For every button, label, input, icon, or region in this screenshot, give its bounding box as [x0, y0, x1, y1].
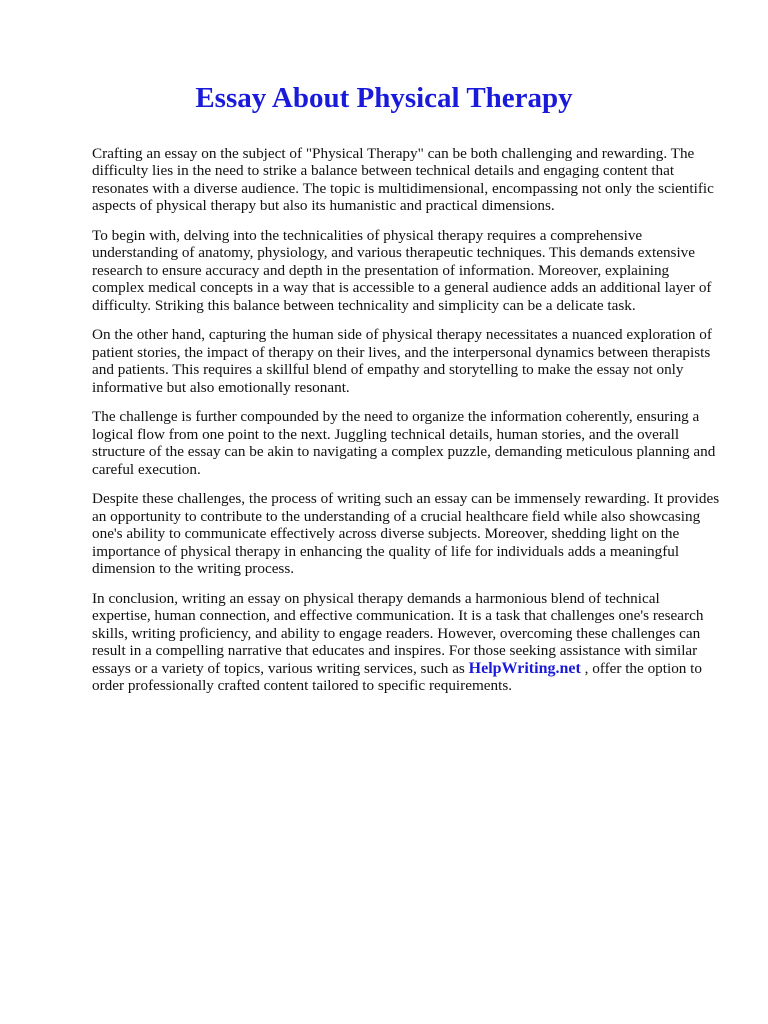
essay-body: [92, 145, 722, 707]
paragraph-rewards: Despite these challenges, the process of writing such an essay can be immensely rewarding. It provides an opportunity to contribute to the understanding of a crucial healthcare field while also showcasing one's ability to communicate effectively across diverse subjects. Moreover, shedding light on the importance of physical therapy in enhancing the quality of life for individuals adds a meaningful dimension to the writing process.: [92, 490, 720, 578]
paragraph-conclusion: [92, 590, 722, 694]
paragraph-human-side: On the other hand, capturing the human side of physical therapy necessitates a nuanced exploration of patient stories, the impact of therapy on their lives, and the interpersonal dynamics between therapists and patients. This requires a skillful blend of empathy and storytelling to make the essay not only informative but also emotionally resonant.: [92, 326, 712, 396]
paragraph-intro: Crafting an essay on the subject of "Physical Therapy" can be both challenging and rewarding. The difficulty lies in the need to strike a balance between technical details and engaging content that resonates with a diverse audience. The topic is multidimensional, encompassing not only the scientific aspects of physical therapy but also its humanistic and practical dimensions.: [92, 145, 714, 215]
paragraph-organization: The challenge is further compounded by the need to organize the information coherently, ensuring a logical flow from one point to the next. Juggling technical details, human stories, and the overall structure of the essay can be akin to navigating a complex puzzle, demanding meticulous planning and careful execution.: [92, 408, 716, 478]
paragraph-technicalities: To begin with, delving into the technicalities of physical therapy requires a comprehensive understanding of anatomy, physiology, and various therapeutic techniques. This demands extensive research to ensure accuracy and depth in the presentation of information. Moreover, explaining complex medical concepts in a way that is accessible to a general audience adds an additional layer of difficulty. Striking this balance between technicality and simplicity can be a delicate task.: [92, 227, 712, 314]
page-title: Essay About Physical Therapy: [195, 82, 573, 114]
helpwriting-link[interactable]: HelpWriting.net: [468, 659, 581, 677]
conclusion-text-before-link: In conclusion, writing an essay on physical therapy demands a harmonious blend of technical expertise, human connection, and effective communication. It is a task that challenges one's research skills, writing proficiency, and ability to engage readers. However, overcoming these challenges can result in a compelling narrative that educates and inspires. For those seeking assistance with similar essays or a variety of topics, various writing services, such as: [92, 589, 704, 677]
conclusion-text-after-link: , offer the option to order professionally crafted content tailored to specific requirements.: [92, 659, 702, 694]
